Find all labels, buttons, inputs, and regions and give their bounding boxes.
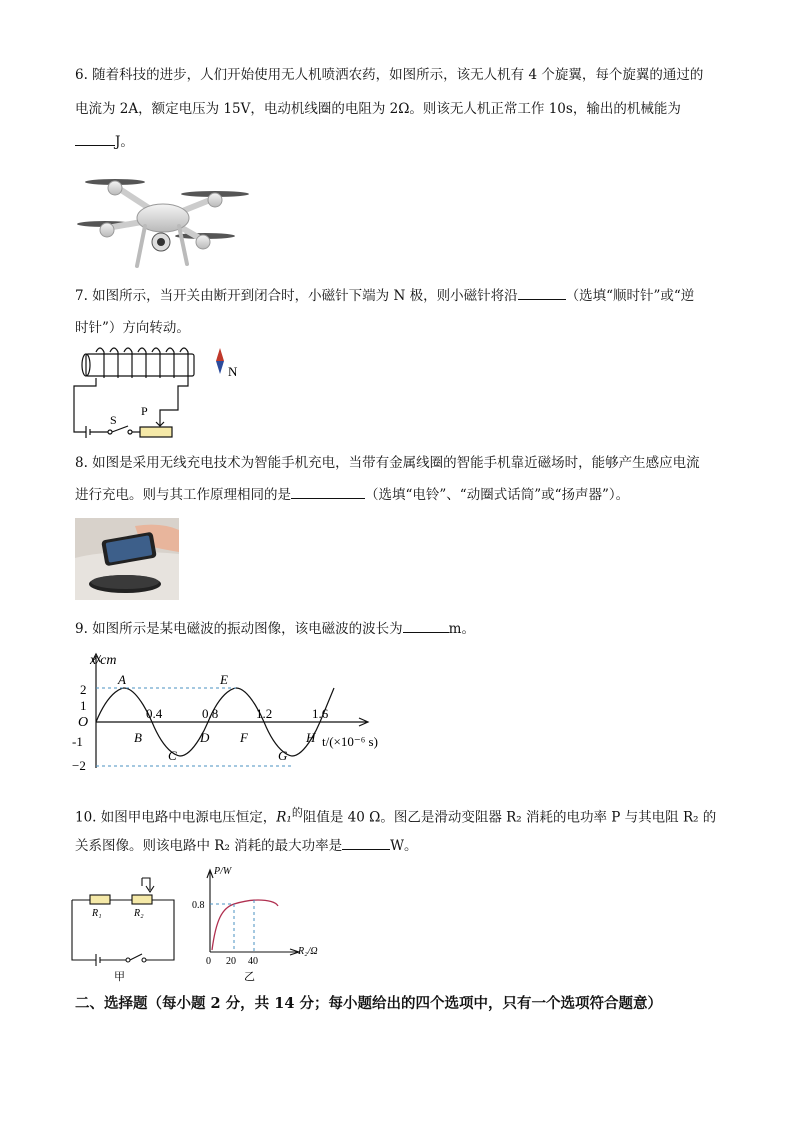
yi-xtick-40: 40 (248, 956, 258, 967)
caption-jia: 甲 (114, 971, 125, 982)
wireless-charging-photo (75, 518, 179, 600)
drone-image (75, 162, 255, 272)
q10-r1: R₁ (276, 809, 292, 826)
label-s: S (110, 413, 117, 427)
point-h: H (306, 730, 316, 745)
wave-ytick-neg1: -1 (72, 734, 83, 749)
label-n: N (228, 364, 238, 379)
point-b: B (134, 730, 142, 745)
q10-line2 (75, 837, 418, 855)
wave-graph (72, 648, 402, 774)
q7-line2: 时针”）方向转动。 (75, 320, 190, 336)
wave-ylabel: x/cm (90, 653, 117, 668)
q9-text-b: m。 (448, 621, 475, 637)
wave-ytick-1: 1 (80, 698, 87, 713)
label-r2: R₂ (134, 908, 144, 919)
solenoid-circuit-diagram (70, 344, 250, 439)
wave-xtick-08: 0.8 (202, 706, 219, 721)
wave-xtick-16: 1.6 (312, 706, 329, 721)
wave-ytick-2: 2 (80, 682, 87, 697)
yi-xtick-0: 0 (206, 956, 211, 967)
wave-xlabel: t/(×10⁻⁶ s) (322, 734, 378, 749)
q6-unit: J。 (115, 134, 134, 150)
q9-text-a: 9. 如图所示是某电磁波的振动图像，该电磁波的波长为 (75, 621, 403, 637)
point-c: C (168, 748, 177, 763)
wave-origin: O (78, 715, 89, 730)
point-e: E (220, 672, 228, 687)
q7-line1 (75, 287, 694, 305)
q8-text-b: （选填“电铃”、“动圈式话筒”或“扬声器”）。 (365, 487, 630, 503)
q10-ohm: Ω (369, 809, 381, 826)
q7-text-a: 7. 如图所示，当开关由断开到闭合时，小磁针下端为 N 极，则小磁针将沿 (75, 288, 518, 304)
label-r1: R₁ (92, 908, 102, 919)
q8-answer-blank (291, 486, 365, 499)
q6-answer-blank (75, 133, 115, 146)
q10-line1 (75, 804, 716, 827)
q10-text-d: 。图乙是滑动变阻器 R₂ 消耗的电功率 P 与其电阻 R₂ 的 (380, 809, 717, 826)
circuit-jia (70, 868, 182, 982)
caption-yi: 乙 (244, 971, 255, 983)
point-d: D (200, 730, 210, 745)
wave-xtick-04: 0.4 (146, 706, 163, 721)
q6-line2: 电流为 2A，额定电压为 15V，电动机线圈的电阻为 2Ω。则该无人机正常工作 10s，输出的机械能为 (75, 101, 681, 117)
y-axis (92, 654, 100, 768)
label-p: P (141, 404, 148, 418)
point-g: G (278, 748, 288, 763)
power-curve (212, 900, 278, 950)
power-graph-yi (186, 860, 332, 984)
point-a: A (118, 672, 126, 687)
yi-ylabel: P/W (214, 866, 232, 877)
q9-answer-blank (403, 620, 449, 633)
wave-ytick-neg2: −2 (72, 758, 86, 773)
wave-xtick-12: 1.2 (256, 706, 273, 721)
q6-line1: 6. 随着科技的进步，人们开始使用无人机喷洒农药，如图所示，该无人机有 4 个旋翼，每个旋翼的通过的 (75, 67, 704, 83)
q10-text-b: 的 (291, 806, 303, 819)
q7-answer-blank (518, 287, 566, 300)
q10-text-e: 关系图像。则该电路中 R₂ 消耗的最大功率是 (75, 838, 343, 854)
q8-line2 (75, 486, 629, 504)
section-2-title: 二、选择题（每小题 2 分，共 14 分；每小题给出的四个选项中，只有一个选项符合题意） (75, 995, 662, 1012)
q6-line3 (75, 133, 134, 151)
point-f: F (240, 730, 248, 745)
yi-y-axis (207, 870, 213, 952)
q7-text-b: （选填“顺时针”或“逆 (565, 288, 695, 304)
yi-xtick-20: 20 (226, 956, 236, 967)
q9-line1 (75, 620, 475, 638)
q8-line1: 8. 如图是采用无线充电技术为智能手机充电，当带有金属线圈的智能手机靠近磁场时，能够产生感应电流 (75, 455, 700, 471)
q10-text-c: 阻值是 40 (302, 809, 365, 826)
q10-answer-blank (342, 837, 390, 850)
q10-text-a: 10. 如图甲电路中电源电压恒定， (75, 809, 277, 826)
q10-text-f: W。 (390, 838, 418, 854)
yi-ytick: 0.8 (192, 900, 205, 911)
q8-text-a: 进行充电。则与其工作原理相同的是 (75, 487, 291, 503)
yi-xlabel: R₂/Ω (298, 946, 318, 957)
